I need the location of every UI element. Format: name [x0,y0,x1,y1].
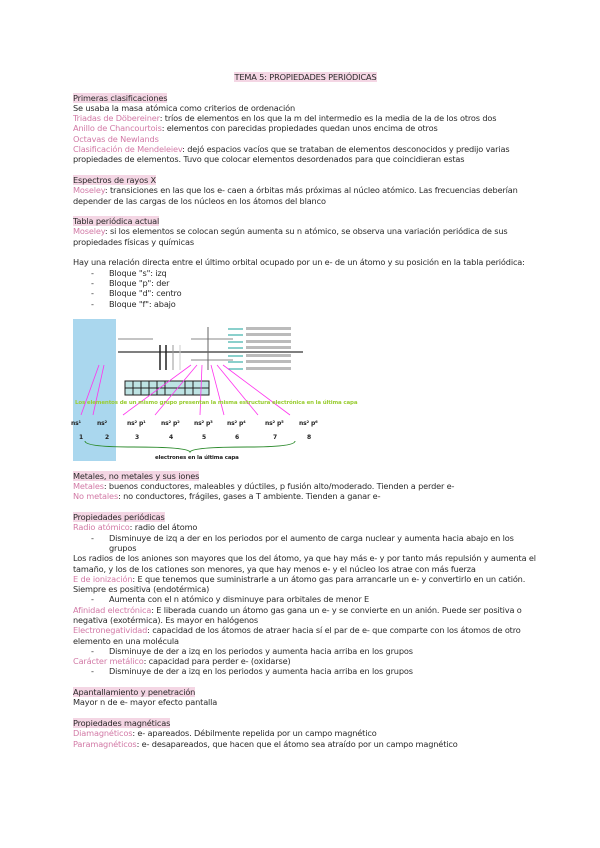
term-label: Moseley [73,226,105,237]
blank-line [73,247,538,257]
paragraph-text: : capacidad de los átomos de atraer hacia sí el par de e- que comparte con los átomos de otro elemento en una molécula [73,625,521,646]
paragraph-text: Se usaba la masa atómica como criterios de ordenación [73,102,296,113]
term-label: Octavas de Newlands [73,133,159,144]
term-label: Paramagnéticos [73,738,137,749]
paragraph-text: : buenos conductores, maleables y dúctiles, p fusión alto/moderado. Tienden a perder e- [103,481,455,492]
bullet-item: - Disminuye de izq a der en los periodos por el aumento de carga nuclear y aumenta hacia abajo en los grupos [73,533,538,554]
paragraph [73,574,538,595]
paragraph [73,185,538,206]
paragraph-text: : si los elementos se colocan según aumenta su n atómico, se observa una variación periódica de sus propiedades físicas y químicas [73,226,508,247]
section-heading [73,175,538,185]
section-heading [73,471,538,481]
paragraph [73,491,538,501]
title-text: TEMA 5: PROPIEDADES PERIÓDICAS [234,72,377,82]
paragraph [73,728,538,738]
term-label: Radio atómico [73,522,130,533]
bullet-item: - Bloque "p": der [73,278,538,288]
paragraph [73,103,538,113]
paragraph-text: Mayor n de e- mayor efecto pantalla [73,697,218,708]
group-number-label: 1 [79,433,84,441]
group-number-label: 3 [135,433,140,441]
paragraph [73,113,538,123]
section-heading-text: Tabla periódica actual [73,216,160,227]
document-body [73,93,538,749]
electron-config-label: ns² p⁶ [299,419,318,427]
section-heading [73,216,538,226]
section-heading-text: Primeras clasificaciones [73,92,168,103]
paragraph-text: : transiciones en las que los e- caen a órbitas más próximas al núcleo atómico. Las frecuencias deberían depender de las cargas de los núcleos en los átomos del blanco [73,185,518,206]
blank-line [73,502,538,512]
term-label: Anillo de Chancourtois [73,123,162,134]
group-number-label: 6 [235,433,240,441]
bullet-item: - Disminuye de der a izq en los periodos y aumenta hacia arriba en los grupos [73,666,538,676]
term-label: Afinidad electrónica [73,604,152,615]
paragraph-text: : e- desapareados, que hacen que el átomo sea atraído por un campo magnético [136,738,458,749]
bullet-item: - Bloque "s": izq [73,268,538,278]
paragraph-text: : no conductores, frágiles, gases a T ambiente. Tienden a ganar e- [118,491,381,502]
section-heading [73,718,538,728]
group-number-label: 4 [169,433,174,441]
section-heading-text: Propiedades magnéticas [73,717,171,728]
section-heading [73,687,538,697]
blank-line [73,708,538,718]
term-label: Clasificación de Mendeleiev [73,144,183,155]
paragraph [73,134,538,144]
term-label: Diamagnéticos [73,728,133,739]
paragraph [73,123,538,133]
blank-line [73,206,538,216]
electron-config-label: ns² p³ [194,419,213,427]
paragraph [73,257,538,267]
electron-config-label: ns² p² [161,419,180,427]
paragraph-text: Hay una relación directa entre el último orbital ocupado por un e- de un átomo y su posición en la tabla periódica: [73,257,525,268]
page-title [73,72,538,93]
electron-config-label: ns² p⁴ [227,419,246,427]
periodic-table-figure [71,315,358,465]
paragraph-text: : e- apareados. Débilmente repelida por un campo magnético [132,728,377,739]
group-number-label: 2 [105,433,110,441]
term-label: Triadas de Döbereiner [73,113,160,124]
paragraph [73,226,538,247]
paragraph [73,144,538,165]
section-heading-text: Espectros de rayos X [73,174,157,185]
bullet-item: - Disminuye de der a izq en los periodos y aumenta hacia arriba en los grupos [73,646,538,656]
paragraph [73,605,538,626]
group-number-label: 5 [202,433,207,441]
section-heading-text: Propiedades periódicas [73,512,165,523]
paragraph-text: : tríos de elementos en los que la m del intermedio es la media de la de los otros dos [159,113,497,124]
electron-config-label: ns² p⁵ [265,419,284,427]
section-heading [73,93,538,103]
term-label: Moseley [73,185,105,196]
group-number-label: 7 [273,433,278,441]
section-heading [73,512,538,522]
paragraph-text: : E liberada cuando un átomo gas gana un e- y se convierte en un anión. Puede ser positiva o negativa (exotérmica). Es mayor en halógenos [73,604,522,625]
paragraph-text: : capacidad para perder e- (oxidarse) [143,656,291,667]
paragraph-text: : E que tenemos que suministrarle a un átomo gas para arrancarle un e- y convertirlo en un catión. Siempre es positiva (endotérmica) [73,573,526,595]
term-label: Metales [73,481,104,492]
paragraph [73,739,538,749]
bullet-item: - Bloque "d": centro [73,288,538,298]
bullet-item: - Bloque "f": abajo [73,299,538,309]
section-heading-text: Metales, no metales y sus iones [73,470,200,481]
paragraph [73,481,538,491]
paragraph-text: Los radios de los aniones son mayores que los del átomo, ya que hay más e- y por tanto más repulsión y aumenta el tamaño, y los de los cationes son menores, ya que hay menos e- y el núcleo los atrae con más fuerza [73,553,536,574]
paragraph [73,522,538,532]
blank-line [73,677,538,687]
term-label: E de ionización [73,573,133,584]
group-number-label: 8 [307,433,312,441]
electron-config-label: ns¹ [71,419,82,427]
paragraph [73,625,538,646]
paragraph-text: : elementos con parecidas propiedades quedan unos encima de otros [161,123,438,134]
term-label: Carácter metálico [73,656,144,667]
section-heading-text: Apantallamiento y penetración [73,687,196,698]
term-label: No metales [73,491,119,502]
paragraph [73,697,538,707]
figure-caption: electrones en la última capa [155,454,239,461]
paragraph [73,656,538,666]
document-page [73,72,538,749]
paragraph-text: : dejó espacios vacíos que se trataban de elementos desconocidos y predijo varias propiedades de elementos. Tuvo que colocar elementos desordenados para que coincidieran estas [73,144,510,165]
paragraph [73,553,538,574]
electron-config-label: ns² [97,419,108,427]
paragraph-text: : radio del átomo [129,522,198,533]
blank-line [73,165,538,175]
term-label: Electronegatividad [73,625,148,636]
bullet-item: - Aumenta con el n atómico y disminuye para orbitales de menor E [73,594,538,604]
periodic-table-diagram [73,315,323,465]
figure-note: Los elementos de un mismo grupo presentan la misma estructura electrónica en la última capa [75,399,358,406]
electron-config-label: ns² p¹ [127,419,146,427]
